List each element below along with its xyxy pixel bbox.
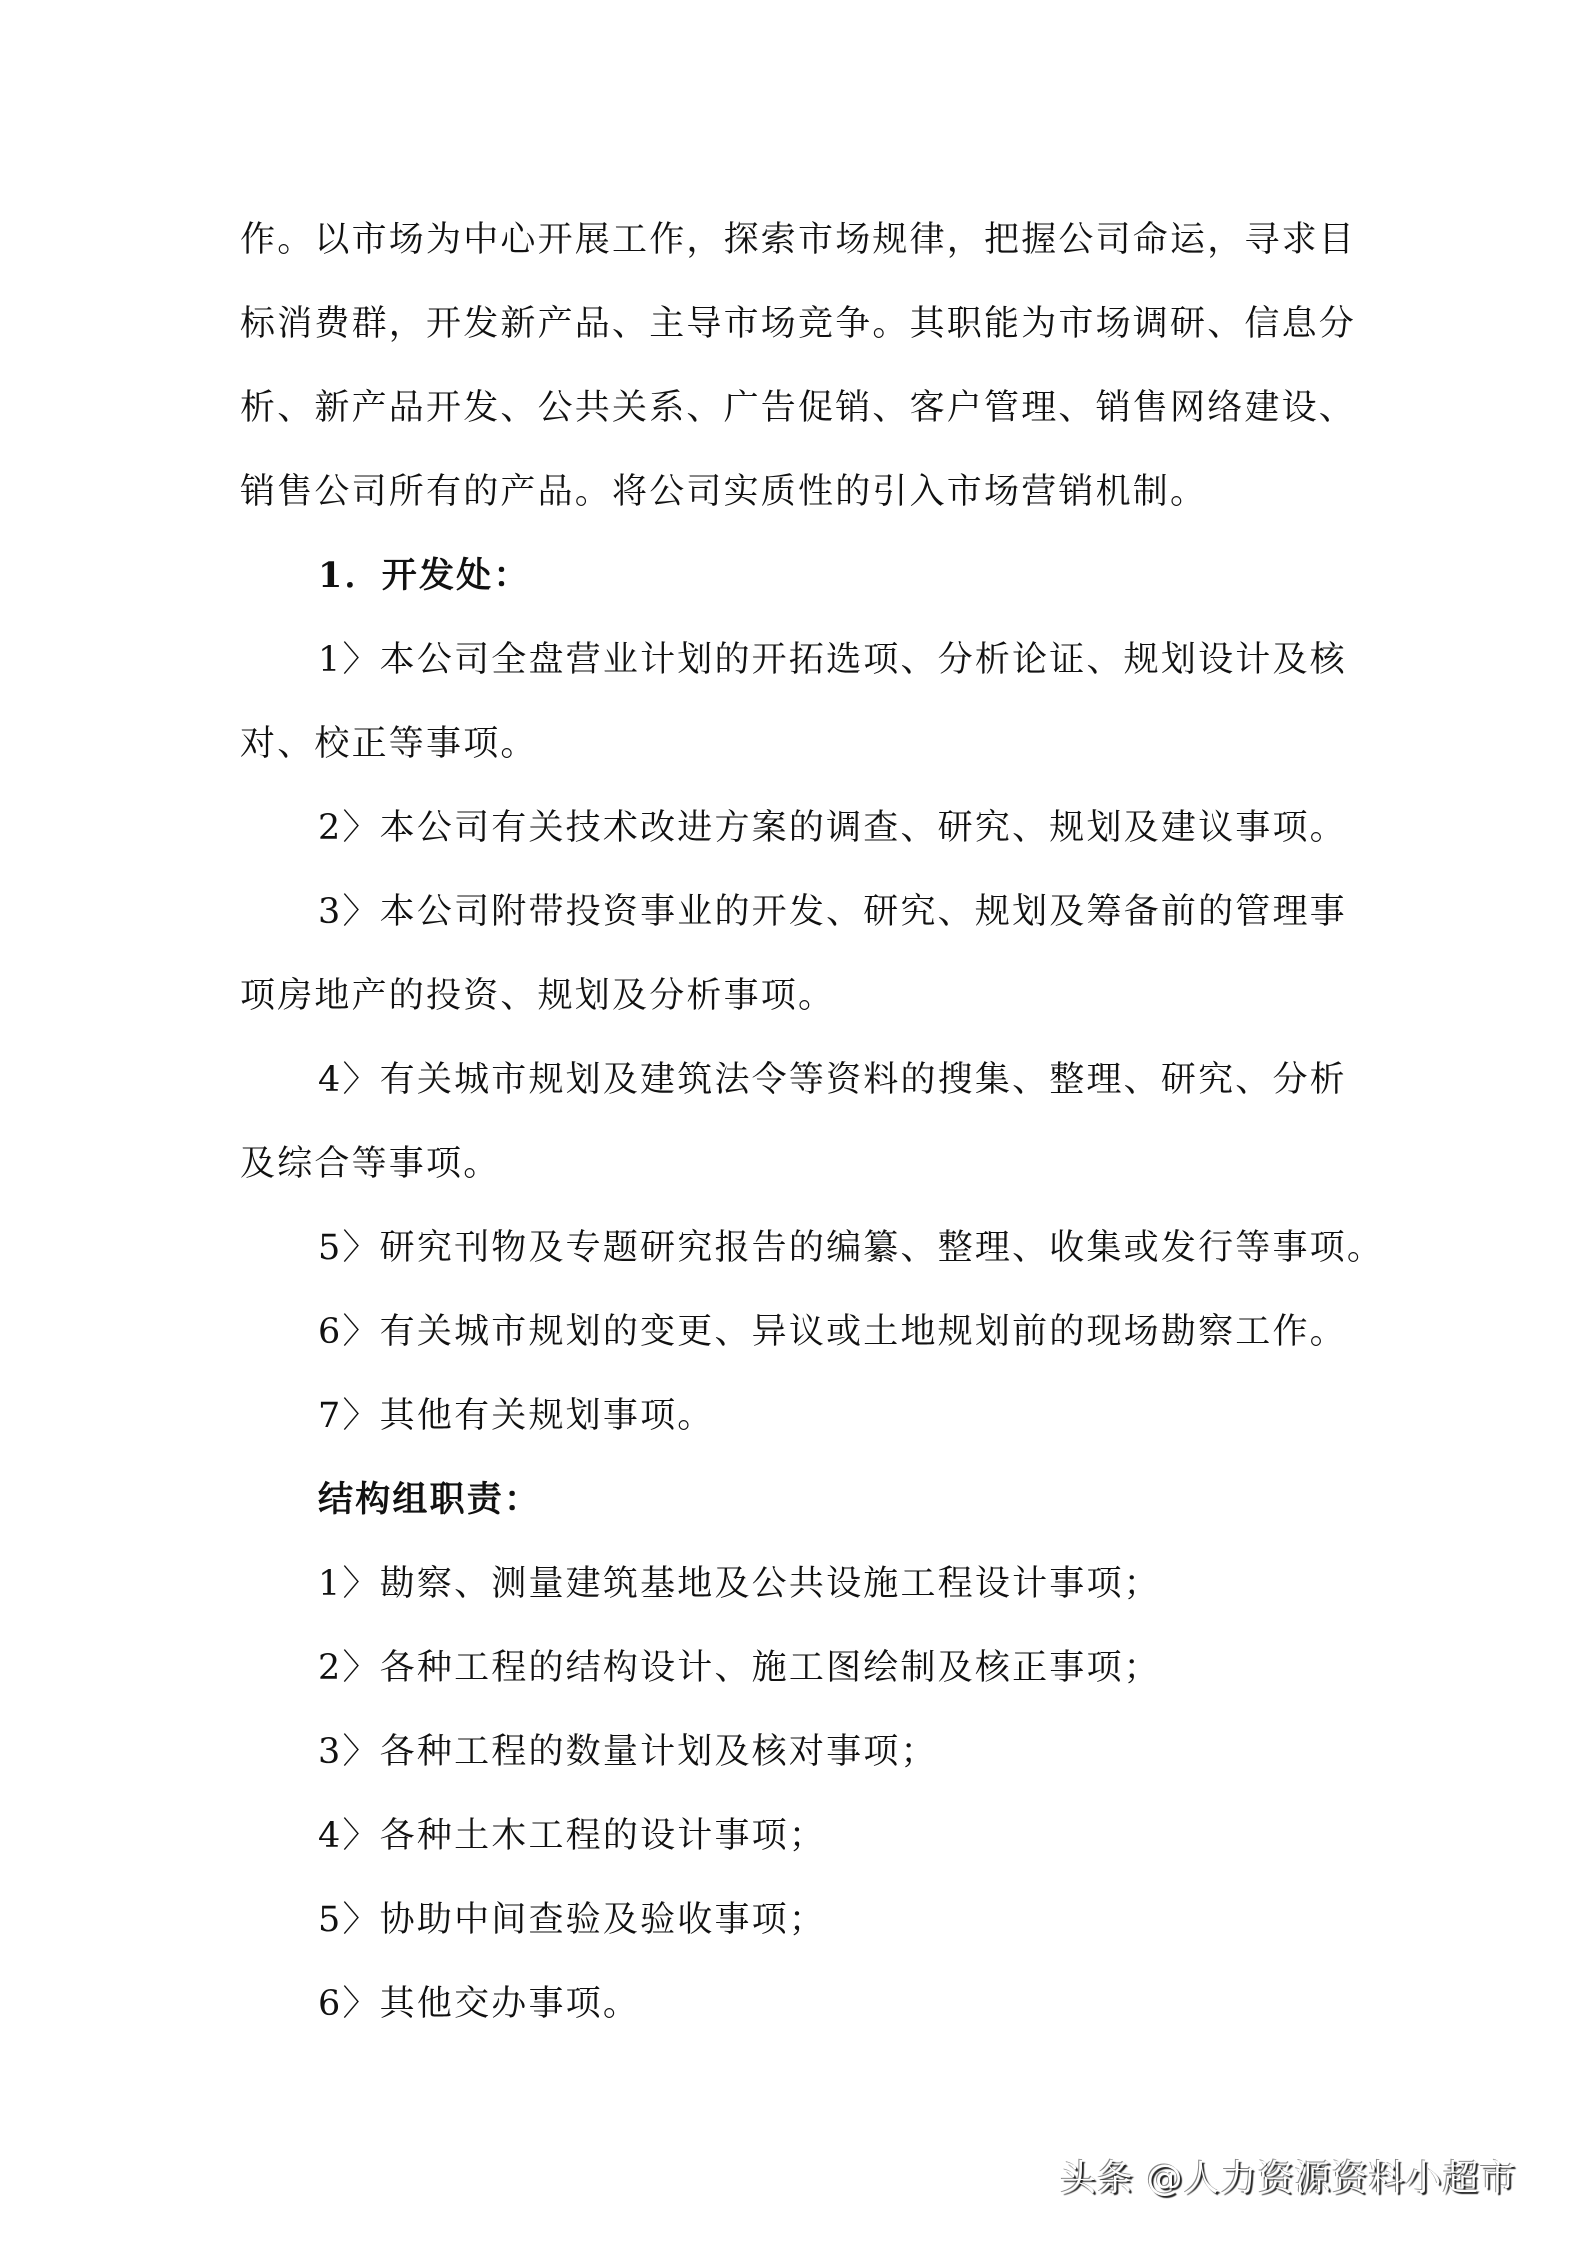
paragraph-line: 作。以市场为中心开展工作，探索市场规律，把握公司命运，寻求目 (240, 220, 1357, 260)
list-item-continuation: 对、校正等事项。 (240, 724, 538, 764)
watermark: 头条 @人力资源资料小超市 (1060, 2158, 1517, 2199)
list-item: 6〉其他交办事项。 (318, 1984, 641, 2024)
paragraph-line: 销售公司所有的产品。将公司实质性的引入市场营销机制。 (240, 472, 1208, 512)
paragraph-line: 析、新产品开发、公共关系、广告促销、客户管理、销售网络建设、 (240, 388, 1357, 428)
list-item: 2〉本公司有关技术改进方案的调查、研究、规划及建议事项。 (318, 808, 1347, 848)
list-item-continuation: 项房地产的投资、规划及分析事项。 (240, 976, 836, 1016)
list-item: 6〉有关城市规划的变更、异议或土地规划前的现场勘察工作。 (318, 1312, 1347, 1352)
list-item: 1〉勘察、测量建筑基地及公共设施工程设计事项； (318, 1564, 1161, 1604)
list-item: 1〉本公司全盘营业计划的开拓选项、分析论证、规划设计及核 (318, 640, 1347, 680)
list-item: 4〉有关城市规划及建筑法令等资料的搜集、整理、研究、分析 (318, 1060, 1347, 1100)
list-item: 3〉本公司附带投资事业的开发、研究、规划及筹备前的管理事 (318, 892, 1347, 932)
section-heading-development: 1．开发处： (318, 555, 531, 596)
list-item: 7〉其他有关规划事项。 (318, 1396, 715, 1436)
list-item: 3〉各种工程的数量计划及核对事项； (318, 1732, 938, 1772)
list-item: 4〉各种土木工程的设计事项； (318, 1816, 827, 1856)
list-item: 5〉协助中间查验及验收事项； (318, 1900, 827, 1940)
section-heading-structure-group: 结构组职责： (318, 1479, 542, 1520)
paragraph-line: 标消费群，开发新产品、主导市场竞争。其职能为市场调研、信息分 (240, 304, 1357, 344)
list-item: 2〉各种工程的结构设计、施工图绘制及核正事项； (318, 1648, 1161, 1688)
list-item-continuation: 及综合等事项。 (240, 1144, 501, 1184)
list-item: 5〉研究刊物及专题研究报告的编纂、整理、收集或发行等事项。 (318, 1228, 1385, 1268)
document-page (240, 198, 1385, 2046)
